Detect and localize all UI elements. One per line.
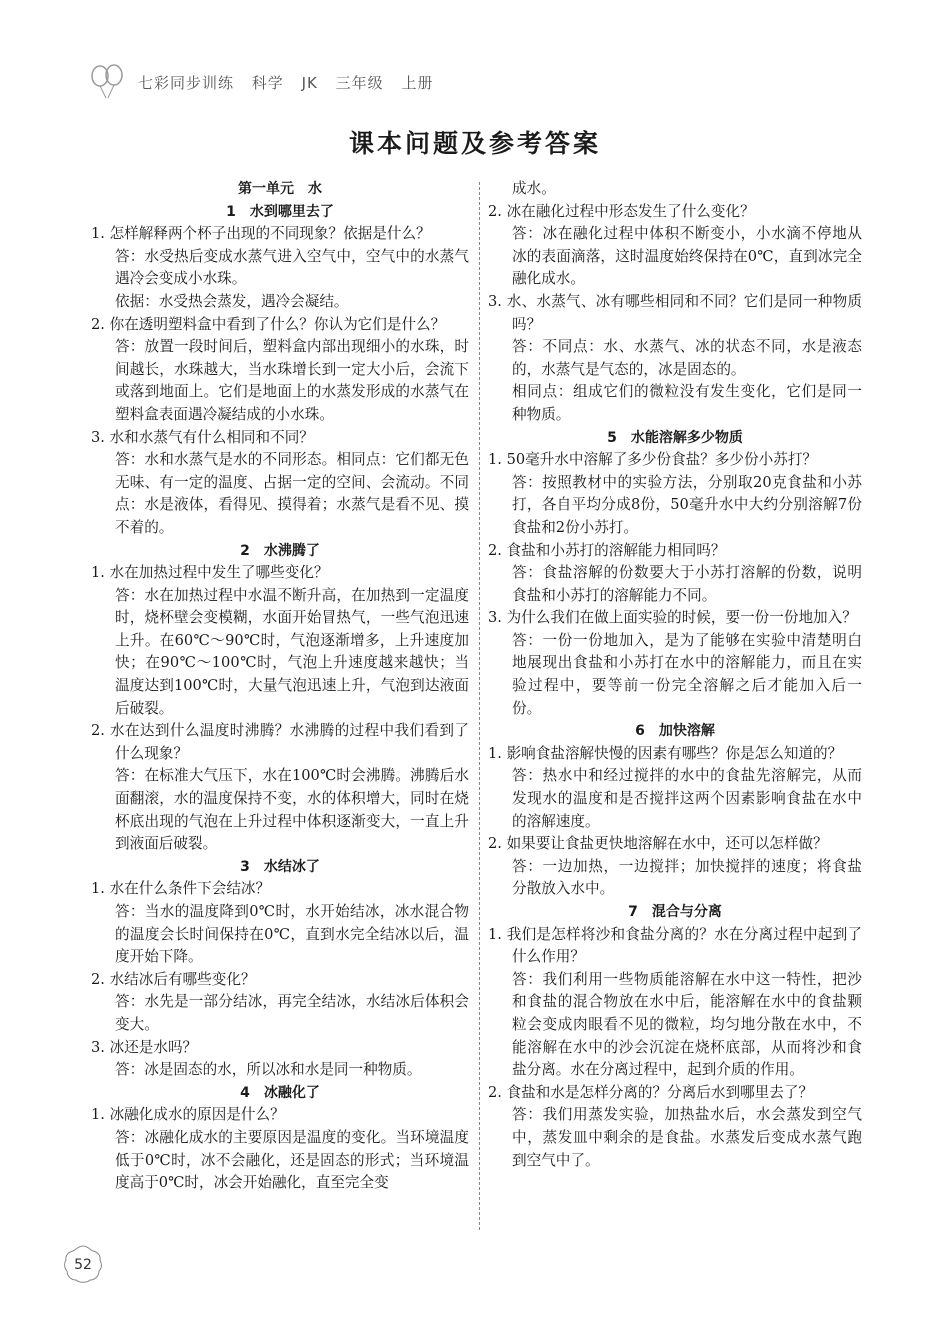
section-heading: 4 冰融化了	[240, 1084, 320, 1101]
page-number-badge	[60, 1242, 106, 1288]
answer: 答：冰在融化过程中体积不断变小，小水滴不停地从冰的表面滴落，这时温度始终保持在0℃，直到冰完全融化成水。	[512, 225, 862, 288]
section-heading: 5 水能溶解多少物质	[607, 429, 743, 446]
question: 3. 水、水蒸气、冰有哪些相同和不同？它们是同一种物质吗？	[488, 292, 862, 333]
balloon-logo-icon	[88, 62, 128, 102]
subject: 科学	[251, 73, 284, 92]
answer: 答：冰融化成水的主要原因是温度的变化。当环境温度低于0℃时，冰不会融化，还是固态的形式；当环境温度高于0℃时，冰会开始融化，直至完全变	[115, 1128, 469, 1192]
grade: 三年级	[335, 73, 384, 92]
answer: 答：一份一份地加入，是为了能够在实验中清楚明白地展现出食盐和小苏打在水中的溶解能力，而且在实验过程中，要等前一份完全溶解之后才能加入后一份。	[512, 631, 862, 717]
question: 1. 水在加热过程中发生了哪些变化？	[91, 564, 329, 582]
series-name: 七彩同步训练	[138, 73, 235, 92]
answer: 答：我们利用一些物质能溶解在水中这一特性，把沙和食盐的混合物放在水中后，能溶解在水中的食盐颗粒会变成肉眼看不见的微粒，均匀地分散在水中，不能溶解在水中的沙会沉淀在烧杯底部，从而将沙和食盐分离。水在分离过程中，起到介质的作用。	[512, 970, 862, 1079]
page-number: 52	[74, 1257, 92, 1273]
header-text	[138, 72, 445, 93]
answer: 依据：水受热会蒸发，遇冷会凝结。	[115, 292, 349, 310]
answer: 答：热水中和经过搅拌的水中的食盐先溶解完，从而发现水的温度和是否搅拌这两个因素影响食盐在水中的溶解速度。	[512, 767, 862, 830]
question: 3. 为什么我们在做上面实验的时候，要一份一份地加入？	[488, 609, 857, 627]
question: 3. 水和水蒸气有什么相同和不同？	[91, 428, 314, 446]
answer: 答：一边加热，一边搅拌；加快搅拌的速度；将食盐分散放入水中。	[512, 857, 862, 898]
answer: 答：当水的温度降到0℃时，水开始结冰，冰水混合物的温度会长时间保持在0℃，直到水完全结冰以后，温度开始下降。	[115, 903, 469, 966]
question: 1. 冰融化成水的原因是什么？	[91, 1106, 285, 1124]
question: 1. 我们是怎样将沙和食盐分离的？水在分离过程中起到了什么作用？	[488, 925, 862, 966]
page-title: 课本问题及参考答案	[348, 129, 601, 158]
answer: 答：水在加热过程中水温不断升高，在加热到一定温度时，烧杯壁会变模糊，水面开始冒热气，一些气泡迅速上升。在60℃～90℃时，气泡逐渐增多，上升速度加快；在90℃～100℃时，气泡上升速度越来越快；当温度达到100℃时，大量气泡迅速上升，气泡到达液面后破裂。	[115, 586, 469, 717]
column-divider	[479, 182, 480, 1230]
edition: JK	[301, 73, 318, 92]
answer: 成水。	[512, 180, 556, 197]
answer: 答：水先是一部分结冰，再完全结冰，水结冰后体积会变大。	[115, 993, 469, 1033]
question: 2. 冰在融化过程中形态发生了什么变化？	[488, 202, 755, 220]
question: 1. 怎样解释两个杯子出现的不同现象？依据是什么？	[91, 225, 431, 243]
question: 2. 食盐和小苏打的溶解能力相同吗？	[488, 541, 726, 559]
question: 2. 你在透明塑料盒中看到了什么？你认为它们是什么？	[91, 315, 446, 333]
answer: 答：我们用蒸发实验，加热盐水后，水会蒸发到空气中，蒸发皿中剩余的是食盐。水蒸发后变成水蒸气跑到空气中了。	[512, 1106, 862, 1169]
page-header	[88, 62, 445, 102]
answer: 答：放置一段时间后，塑料盒内部出现细小的水珠，时间越长，水珠越大，当水珠增长到一定大小后，会流下或落到地面上。它们是地面上的水蒸发形成的水蒸气在塑料盒表面遇冷凝结成的小水珠。	[115, 338, 469, 423]
left-column	[91, 178, 469, 1195]
question: 1. 影响食盐溶解快慢的因素有哪些？你是怎么知道的？	[488, 744, 843, 762]
question: 3. 冰还是水吗？	[91, 1038, 198, 1056]
question: 2. 水在达到什么温度时沸腾？水沸腾的过程中我们看到了什么现象？	[91, 722, 469, 762]
question: 2. 水结冰后有哪些变化？	[91, 970, 256, 988]
answer: 答：冰是固态的水，所以冰和水是同一种物质。	[115, 1061, 422, 1079]
question: 2. 食盐和水是怎样分离的？分离后水到哪里去了？	[488, 1083, 814, 1101]
answer: 答：不同点：水、水蒸气、冰的状态不同，水是液态的，水蒸气是气态的，冰是固态的。	[512, 338, 862, 378]
section-heading: 1 水到哪里去了	[226, 203, 334, 220]
answer: 答：在标准大气压下，水在100℃时会沸腾。沸腾后水面翻滚，水的温度保持不变，水的体积增大，同时在烧杯底出现的气泡在上升过程中体积逐渐变大，一直上升到液面后破裂。	[115, 767, 469, 853]
answer: 答：水和水蒸气是水的不同形态。相同点：它们都无色无味、有一定的温度、占据一定的空间、会流动。不同点：水是液体，看得见、摸得着；水蒸气是看不见、摸不着的。	[115, 451, 469, 536]
volume: 上册	[401, 73, 434, 92]
answer: 相同点：组成它们的微粒没有发生变化，它们是同一种物质。	[512, 383, 862, 423]
answer: 答：食盐溶解的份数要大于小苏打溶解的份数，说明食盐和小苏打的溶解能力不同。	[512, 564, 862, 604]
answer: 答：按照教材中的实验方法，分别取20克食盐和小苏打，各自平均分成8份，50毫升水中大约分别溶解7份食盐和2份小苏打。	[512, 473, 862, 536]
section-heading: 3 水结冰了	[240, 858, 320, 875]
question: 1. 水在什么条件下会结冰？	[91, 880, 271, 898]
section-heading: 2 水沸腾了	[240, 542, 320, 559]
question: 1. 50毫升水中溶解了多少份食盐？多少份小苏打？	[488, 451, 818, 469]
section-heading: 7 混合与分离	[628, 904, 722, 920]
section-heading: 6 加快溶解	[635, 723, 715, 740]
answer: 答：水受热后变成水蒸气进入空气中，空气中的水蒸气遇冷会变成小水珠。	[115, 247, 469, 288]
right-column	[488, 178, 862, 1172]
question: 2. 如果要让食盐更快地溶解在水中，还可以怎样做？	[488, 835, 828, 853]
section-heading: 第一单元 水	[238, 181, 322, 197]
